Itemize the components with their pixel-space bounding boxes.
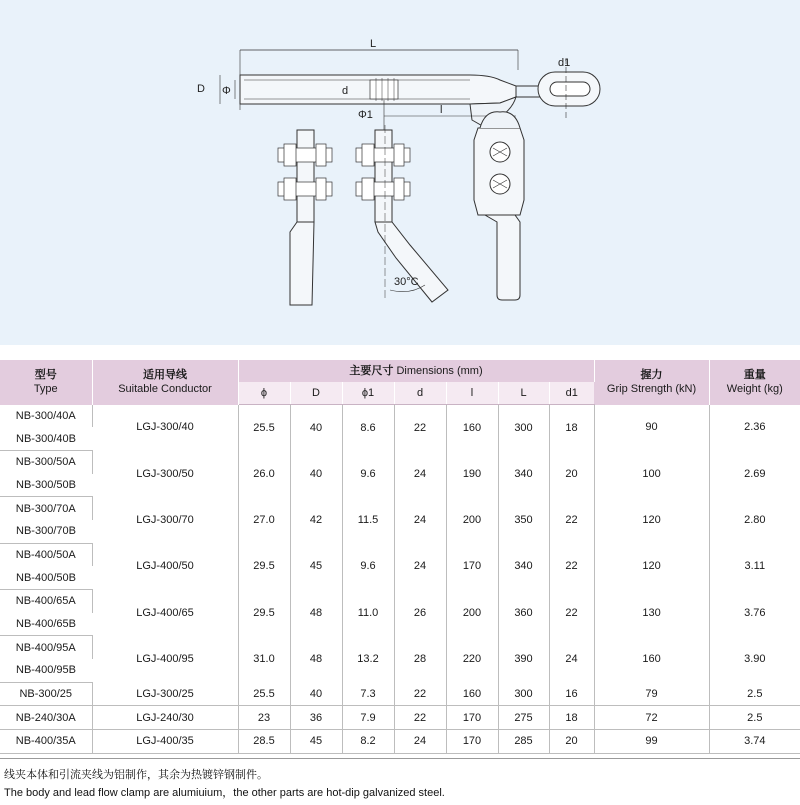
- cell-grip: 79: [594, 682, 709, 706]
- cell-d1: 22: [549, 497, 594, 543]
- cell-L: 300: [498, 405, 549, 451]
- cell-type: NB-300/40A: [0, 405, 92, 428]
- table-row: [0, 730, 800, 754]
- cell-L: 350: [498, 497, 549, 543]
- note-zh: 线夹本体和引流夹线为铝制作，其余为热镀锌钢制件。: [4, 769, 268, 781]
- cell-weight: 2.69: [744, 467, 766, 480]
- cell-d: 26: [394, 590, 446, 636]
- subheader-L: L: [498, 382, 549, 405]
- cell-d1: 22: [549, 590, 594, 636]
- cell-type: NB-400/50A: [0, 543, 92, 566]
- cell-phi1: 8.2: [342, 730, 394, 754]
- technical-drawing-svg: [0, 0, 800, 345]
- subheader-l: l: [446, 382, 498, 405]
- cell-phi: 29.5: [238, 543, 290, 589]
- cell-phi1: 11.5: [342, 497, 394, 543]
- cell-l: 200: [446, 497, 498, 543]
- table-row: [0, 636, 800, 659]
- cell-d: 24: [394, 497, 446, 543]
- cell-phi1: 9.6: [342, 543, 394, 589]
- cell-l: 190: [446, 450, 498, 496]
- cell-D: 36: [290, 706, 342, 730]
- cell-type: NB-300/70B: [0, 520, 92, 543]
- label-L: L: [370, 38, 377, 50]
- label-d: d: [342, 85, 349, 97]
- cell-type: NB-300/50A: [0, 450, 92, 473]
- cell-grip: 100: [594, 450, 709, 496]
- table-row: [0, 450, 800, 473]
- cell-D: 40: [290, 405, 342, 451]
- cell-D: 42: [290, 497, 342, 543]
- table-row: [0, 497, 800, 520]
- cell-D: 48: [290, 636, 342, 682]
- table-row: [0, 590, 800, 613]
- cell-d: 24: [394, 450, 446, 496]
- cell-D: 40: [290, 450, 342, 496]
- cell-l: 160: [446, 405, 498, 451]
- cell-grip: 72: [594, 706, 709, 730]
- subheader-phi1: ϕ1: [342, 382, 394, 405]
- table-row: [0, 706, 800, 730]
- header-conductor: 适用导线 Suitable Conductor: [92, 360, 238, 405]
- cell-type: NB-400/95A: [0, 636, 92, 659]
- cell-D: 45: [290, 543, 342, 589]
- spec-table-body: [0, 405, 800, 754]
- cell-weight: 3.74: [709, 730, 800, 754]
- table-row: [0, 405, 800, 428]
- cell-phi: 23: [238, 706, 290, 730]
- cell-L: 390: [498, 636, 549, 682]
- label-phi: Φ: [222, 85, 231, 97]
- cell-weight: 2.5: [709, 706, 800, 730]
- cell-weight: 3.76: [744, 606, 766, 619]
- cell-d1: 20: [549, 450, 594, 496]
- cell-d1: 22: [549, 543, 594, 589]
- cell-grip: 90: [594, 405, 709, 451]
- cell-phi1: 11.0: [342, 590, 394, 636]
- cell-L: 300: [498, 682, 549, 706]
- cell-l: 220: [446, 636, 498, 682]
- drain-clamp: [474, 128, 524, 215]
- header-weight: 重量 Weight (kg): [709, 360, 800, 405]
- cell-conductor: LGJ-400/95: [92, 636, 238, 682]
- cell-phi: 25.5: [238, 405, 290, 451]
- subheader-D: D: [290, 382, 342, 405]
- cell-grip: 130: [594, 590, 709, 636]
- cell-weight: 3.11: [744, 560, 766, 573]
- cell-type: NB-300/40B: [0, 427, 92, 450]
- cell-phi1: 8.6: [342, 405, 394, 451]
- header-dimensions: 主要尺寸 Dimensions (mm): [238, 360, 594, 382]
- note-en: The body and lead flow clamp are alumiuium，the other parts are hot-dip galvanized steel.: [4, 787, 445, 799]
- label-l: l: [440, 104, 443, 116]
- cell-conductor: LGJ-300/50: [92, 450, 238, 496]
- cell-d: 22: [394, 682, 446, 706]
- label-angle: 30°C: [394, 276, 419, 288]
- cell-type: NB-300/50B: [0, 474, 92, 497]
- side-plate-1: [297, 130, 314, 222]
- subheader-d: d: [394, 382, 446, 405]
- cell-phi: 31.0: [238, 636, 290, 682]
- cell-d: 28: [394, 636, 446, 682]
- cell-L: 340: [498, 450, 549, 496]
- cell-weight: 2.36: [744, 421, 766, 434]
- table-row: [0, 543, 800, 566]
- cell-type: NB-240/30A: [0, 706, 92, 730]
- cell-type: NB-400/65B: [0, 613, 92, 636]
- header-grip: 握力 Grip Strength (kN): [594, 360, 709, 405]
- cell-phi: 26.0: [238, 450, 290, 496]
- cell-l: 200: [446, 590, 498, 636]
- product-drawing: [0, 0, 800, 345]
- cell-grip: 120: [594, 497, 709, 543]
- cell-L: 360: [498, 590, 549, 636]
- cell-type: NB-400/50B: [0, 566, 92, 589]
- cell-type: NB-300/25: [0, 682, 92, 706]
- side-plate-2: [375, 130, 392, 222]
- cell-D: 45: [290, 730, 342, 754]
- cell-d: 22: [394, 405, 446, 451]
- cell-l: 170: [446, 706, 498, 730]
- cell-conductor: LGJ-240/30: [92, 706, 238, 730]
- cell-d: 22: [394, 706, 446, 730]
- label-phi1: Φ1: [358, 109, 373, 121]
- cell-l: 170: [446, 730, 498, 754]
- cell-d1: 24: [549, 636, 594, 682]
- cell-d1: 18: [549, 405, 594, 451]
- header-type: 型号 Type: [0, 360, 92, 405]
- cell-D: 40: [290, 682, 342, 706]
- cell-grip: 120: [594, 543, 709, 589]
- spec-table: [0, 360, 800, 754]
- table-row: [0, 682, 800, 706]
- cell-phi1: 7.9: [342, 706, 394, 730]
- label-D: D: [197, 83, 205, 95]
- cell-phi: 27.0: [238, 497, 290, 543]
- label-d1: d1: [558, 57, 571, 69]
- cell-phi: 29.5: [238, 590, 290, 636]
- cell-weight: 2.80: [744, 513, 766, 526]
- divider: [0, 758, 800, 759]
- cell-type: NB-400/35A: [0, 730, 92, 754]
- cell-conductor: LGJ-400/50: [92, 543, 238, 589]
- cell-weight: 3.90: [744, 653, 766, 666]
- cell-conductor: LGJ-400/35: [92, 730, 238, 754]
- cell-phi: 28.5: [238, 730, 290, 754]
- cell-phi1: 7.3: [342, 682, 394, 706]
- subheader-phi: ϕ: [238, 382, 290, 405]
- cell-conductor: LGJ-300/70: [92, 497, 238, 543]
- cell-conductor: LGJ-400/65: [92, 590, 238, 636]
- cell-conductor: LGJ-300/40: [92, 405, 238, 451]
- cell-d1: 18: [549, 706, 594, 730]
- cell-l: 160: [446, 682, 498, 706]
- cell-phi: 25.5: [238, 682, 290, 706]
- cell-d1: 20: [549, 730, 594, 754]
- cell-type: NB-400/95B: [0, 659, 92, 682]
- notes: [4, 766, 445, 802]
- cell-L: 340: [498, 543, 549, 589]
- cell-type: NB-300/70A: [0, 497, 92, 520]
- cell-l: 170: [446, 543, 498, 589]
- cell-L: 275: [498, 706, 549, 730]
- cell-grip: 99: [594, 730, 709, 754]
- cell-phi1: 9.6: [342, 450, 394, 496]
- cell-L: 285: [498, 730, 549, 754]
- cell-weight: 2.5: [709, 682, 800, 706]
- cell-grip: 160: [594, 636, 709, 682]
- cell-conductor: LGJ-300/25: [92, 682, 238, 706]
- cell-d: 24: [394, 730, 446, 754]
- subheader-d1: d1: [549, 382, 594, 405]
- cell-phi1: 13.2: [342, 636, 394, 682]
- cell-d: 24: [394, 543, 446, 589]
- cell-d1: 16: [549, 682, 594, 706]
- cell-type: NB-400/65A: [0, 590, 92, 613]
- cell-D: 48: [290, 590, 342, 636]
